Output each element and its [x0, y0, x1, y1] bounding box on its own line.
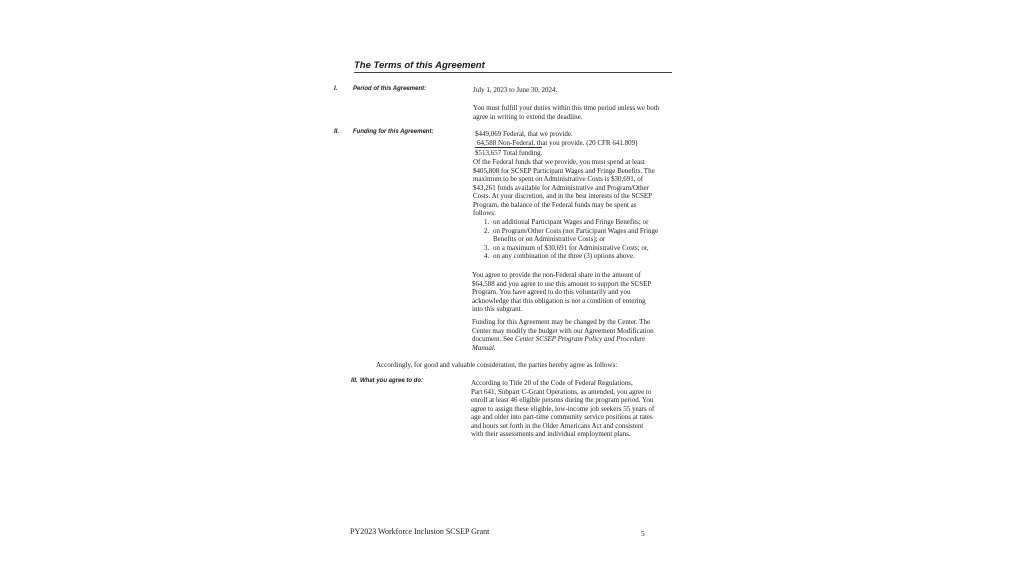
text-line: Benefits or on Administrative Costs); or: [493, 235, 606, 243]
nonfederal-share-paragraph: [472, 271, 682, 314]
text-line: agree in writing to extend the deadline.: [473, 112, 583, 121]
text-line: Funding for this Agreement may be changed by the Center. The: [472, 318, 651, 326]
text-line: on Program/Other Costs (not Participant Wages and Fringe: [493, 226, 659, 235]
list-number: 1.: [484, 218, 490, 226]
text-line: on any combination of the three (3) options above.: [493, 252, 635, 260]
text-line: You agree to provide the non-Federal share in the amount of: [472, 271, 641, 279]
nonfederal-amount: 64,588 Non-Federal, that you provide. (20 CFR 641.809): [477, 138, 638, 147]
list-item: [473, 244, 683, 253]
text-line: $64,588 and you agree to use this amount to support the SCSEP: [472, 279, 652, 288]
text-line: follows:: [473, 209, 496, 217]
section-heading: The Terms of this Agreement: [354, 60, 672, 73]
manual-reference: Center SCSEP Program Policy and Procedure: [514, 335, 646, 343]
text-line: $405,808 for SCSEP Participant Wages and Fringe Benefits. The: [473, 166, 655, 175]
text-line: According to Title 20 of the Code of Federal Regulations,: [471, 379, 633, 387]
text-line: Of the Federal funds that we provide, you must spend at least: [473, 158, 645, 166]
footer-title: PY2023 Workforce Inclusion SCSEP Grant: [350, 527, 490, 536]
list-number: 2.: [484, 226, 490, 235]
text-line: Center may modify the budget with our Agreement Modification: [472, 326, 654, 335]
text-line: Costs. At your discretion, and in the best interests of the SCSEP: [473, 192, 653, 200]
total-funding: $513,657 Total funding.: [475, 149, 543, 157]
period-label: Period of this Agreement:: [353, 86, 427, 92]
period-dates: July 1, 2023 to June 30, 2024.: [473, 86, 558, 94]
list-item: [473, 252, 683, 261]
list-number: 4.: [484, 252, 490, 260]
text-line: acknowledge that this obligation is not a condition of entering: [472, 296, 646, 305]
period-note: [473, 104, 678, 121]
text-line: Program, the balance of the Federal funds may be spent as: [473, 200, 637, 209]
list-number: 3.: [484, 243, 490, 252]
section-number-i: I.: [334, 86, 338, 92]
text-line: with their assessments and individual employment plans.: [471, 430, 631, 438]
page-number: 5: [641, 529, 645, 538]
text-line: on a maximum of $30,691 for Administrative Costs; or,: [493, 243, 649, 252]
text-line: [472, 335, 682, 344]
text-line: agree to assign these eligible, low-income job seekers 55 years of: [471, 404, 655, 413]
agree-body: [471, 379, 681, 439]
text-line: into this subgrant.: [472, 305, 523, 313]
manual-reference-end: Manual.: [472, 343, 496, 352]
text-line: maximum to be spent on Administrative Costs is $30,691, of: [473, 175, 644, 183]
text-line: age and older into part-time community service positions at rates: [471, 413, 653, 421]
modification-paragraph: [472, 318, 682, 352]
agree-label: What you agree to do:: [360, 378, 423, 384]
list-item: [473, 218, 683, 227]
text-line: on additional Participant Wages and Fringe Benefits; or: [493, 218, 649, 226]
text-line: enroll at least 46 eligible persons during the program period. You: [471, 396, 654, 404]
section-number-iii: III.: [351, 378, 358, 384]
funding-body: [473, 158, 683, 218]
list-item: [473, 227, 683, 244]
text-fragment: document. See: [472, 335, 515, 343]
accordingly-statement: Accordingly, for good and valuable consideration, the parties hereby agree as follows:: [376, 361, 618, 369]
text-line: and hours set forth in the Older Americans Act and consistent: [471, 421, 644, 430]
section-number-ii: II.: [334, 129, 340, 135]
spending-options-list: [473, 218, 683, 261]
text-line: You must fulfill your duties within this time period unless we both: [473, 104, 660, 112]
text-line: Program. You have agreed to do this voluntarily and you: [472, 288, 631, 296]
federal-amount: $449,069 Federal, that we provide.: [475, 130, 573, 138]
text-line: $43,261 funds available for Administrative and Program/Other: [473, 183, 649, 192]
text-line: Part 641, Subpart C-Grant Operations, as amended, you agree to: [471, 387, 652, 396]
funding-label: Funding for this Agreement:: [353, 129, 434, 135]
funding-amounts: [475, 130, 637, 158]
